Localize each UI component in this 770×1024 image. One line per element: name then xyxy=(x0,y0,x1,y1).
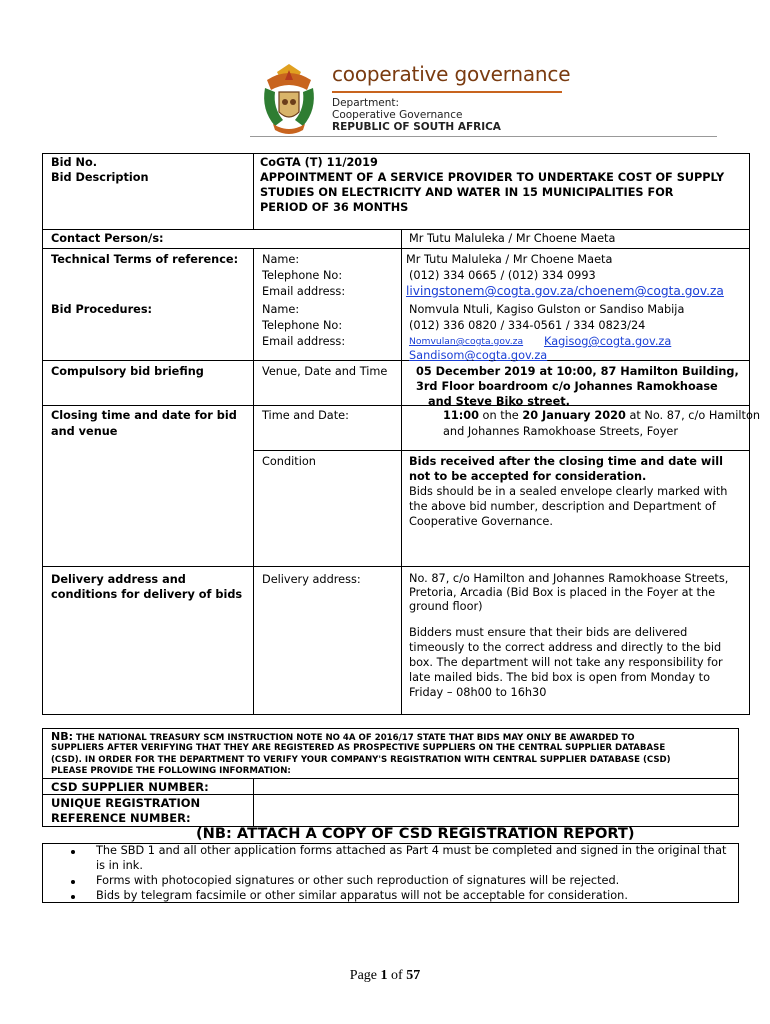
closing-venue-text: at No. 87, c/o Hamilton xyxy=(625,409,761,422)
closing-on-text: on the xyxy=(478,409,523,422)
condition-field-label: Condition xyxy=(262,455,316,468)
delivery-address-line-1: No. 87, c/o Hamilton and Johannes Ramokhoase Streets, xyxy=(409,572,729,585)
header-rule xyxy=(250,136,717,137)
condition-bold-line-2: not to be accepted for consideration. xyxy=(409,470,647,483)
page-prefix: Page xyxy=(349,968,381,983)
bid-description-line-2: STUDIES ON ELECTRICITY AND WATER IN 15 MUNICIPALITIES FOR xyxy=(260,186,674,199)
nb-notice-line-2: SUPPLIERS AFTER VERIFYING THAT THEY ARE REGISTERED AS PROSPECTIVE SUPPLIERS ON THE CENTRAL SUPPLIER DATABASE xyxy=(51,743,666,753)
bullet-1-line-2: is in ink. xyxy=(96,859,143,872)
technical-email-link[interactable]: livingstonem@cogta.gov.za/choenem@cogta.gov.za xyxy=(406,284,724,298)
delivery-note-line-2: timeously to the correct address and directly to the bid xyxy=(409,641,722,654)
condition-line-2: the above bid number, description and Department of xyxy=(409,500,716,513)
closing-time: 11:00 xyxy=(443,409,479,422)
closing-detail-line-2: and Johannes Ramokhoase Streets, Foyer xyxy=(443,425,679,438)
procedures-email-link-3[interactable]: Sandisom@cogta.gov.za xyxy=(409,349,548,362)
nb-notice-line-3: (CSD). IN ORDER FOR THE DEPARTMENT TO VERIFY YOUR COMPANY'S REGISTRATION WITH CENTRAL SUPPLIER DATABASE (CSD) xyxy=(51,755,671,765)
delivery-note-line-3: box. The department will not take any responsibility for xyxy=(409,656,723,669)
closing-date: 20 January 2020 xyxy=(522,409,626,422)
delivery-address-line-3: ground floor) xyxy=(409,600,483,613)
csd-supplier-label: CSD SUPPLIER NUMBER: xyxy=(51,780,209,794)
page-of: of xyxy=(387,968,407,983)
briefing-detail-line-2: 3rd Floor boardroom c/o Johannes Ramokhoase xyxy=(416,380,718,393)
delivery-note-line-1: Bidders must ensure that their bids are delivered xyxy=(409,626,688,639)
page-total: 57 xyxy=(406,968,421,983)
dept-line-1: Department: xyxy=(332,97,400,109)
csd-supplier-input[interactable] xyxy=(254,779,738,794)
condition-line-3: Cooperative Governance. xyxy=(409,515,553,528)
bullet-dot-2 xyxy=(71,880,75,884)
procedures-telephone-label: Telephone No: xyxy=(262,319,343,332)
bullet-dot-1 xyxy=(71,850,75,854)
contact-person-label: Contact Person/s: xyxy=(51,232,164,245)
technical-terms-label: Technical Terms of reference: xyxy=(51,253,239,266)
delivery-field-label: Delivery address: xyxy=(262,573,361,586)
technical-name-label: Name: xyxy=(262,253,300,266)
bid-procedures-label: Bid Procedures: xyxy=(51,303,153,316)
dept-line-2: Cooperative Governance xyxy=(332,109,463,121)
nb-line-1-text: THE NATIONAL TREASURY SCM INSTRUCTION NOTE NO 4A OF 2016/17 STATE THAT BIDS MAY ONLY BE AWARDED TO xyxy=(73,733,635,743)
contact-person-value: Mr Tutu Maluleka / Mr Choene Maeta xyxy=(409,232,616,245)
delivery-address-line-2: Pretoria, Arcadia (Bid Box is placed in the Foyer at the xyxy=(409,586,716,599)
page-current: 1 xyxy=(380,968,388,983)
logo-title: cooperative governance xyxy=(332,62,571,86)
bid-no-value: CoGTA (T) 11/2019 xyxy=(260,156,378,169)
procedures-email-label: Email address: xyxy=(262,335,346,348)
bullet-1-line-1: The SBD 1 and all other application forms attached as Part 4 must be completed and signed in the original that xyxy=(96,844,727,857)
delivery-note-line-5: Friday – 08h00 to 16h30 xyxy=(409,686,547,699)
procedures-email-link-1[interactable]: Nomvulan@cogta.gov.za xyxy=(409,336,524,347)
condition-line-1: Bids should be in a sealed envelope clearly marked with xyxy=(409,485,728,498)
briefing-detail-line-3: and Steve Biko street. xyxy=(428,395,570,408)
closing-detail-line-1 xyxy=(443,408,760,423)
condition-bold-line-1: Bids received after the closing time and date will xyxy=(409,455,723,468)
nb-notice-line-4: PLEASE PROVIDE THE FOLLOWING INFORMATION: xyxy=(51,766,291,776)
closing-label-line-1: Closing time and date for bid xyxy=(51,409,237,422)
technical-email-label: Email address: xyxy=(262,285,346,298)
unique-reference-label-2: REFERENCE NUMBER: xyxy=(51,811,191,825)
procedures-email-link-2[interactable]: Kagisog@cogta.gov.za xyxy=(544,335,672,348)
procedures-name-value: Nomvula Ntuli, Kagiso Gulston or Sandiso Mabija xyxy=(409,303,685,316)
delivery-note-line-4: late mailed bids. The bid box is open from Monday to xyxy=(409,671,710,684)
bid-description-line-3: PERIOD OF 36 MONTHS xyxy=(260,201,409,214)
bid-description-line-1: APPOINTMENT OF A SERVICE PROVIDER TO UNDERTAKE COST OF SUPPLY xyxy=(260,171,725,184)
briefing-detail-line-1: 05 December 2019 at 10:00, 87 Hamilton Building, xyxy=(416,365,739,378)
bullet-2: Forms with photocopied signatures or other such reproduction of signatures will be rejected. xyxy=(96,874,620,887)
unique-reference-label-1: UNIQUE REGISTRATION xyxy=(51,796,201,810)
briefing-label: Compulsory bid briefing xyxy=(51,365,204,378)
briefing-field-label: Venue, Date and Time xyxy=(262,365,388,378)
bullet-3: Bids by telegram facsimile or other similar apparatus will not be acceptable for consideration. xyxy=(96,889,628,902)
technical-telephone-value: (012) 334 0665 / (012) 334 0993 xyxy=(409,269,596,282)
closing-field-label: Time and Date: xyxy=(262,409,349,422)
technical-name-value: Mr Tutu Maluleka / Mr Choene Maeta xyxy=(406,253,613,266)
dept-line-3: REPUBLIC OF SOUTH AFRICA xyxy=(332,121,501,133)
technical-telephone-label: Telephone No: xyxy=(262,269,343,282)
coat-of-arms-logo xyxy=(255,60,323,138)
delivery-label-line-1: Delivery address and xyxy=(51,573,186,586)
delivery-label-line-2: conditions for delivery of bids xyxy=(51,588,243,601)
procedures-telephone-value: (012) 336 0820 / 334-0561 / 334 0823/24 xyxy=(409,319,646,332)
bullet-dot-3 xyxy=(71,895,75,899)
page-number xyxy=(0,968,770,984)
closing-label-line-2: and venue xyxy=(51,425,118,438)
procedures-name-label: Name: xyxy=(262,303,300,316)
nb-lead: NB: xyxy=(51,730,73,743)
logo-divider xyxy=(332,91,562,93)
unique-reference-input[interactable] xyxy=(254,795,738,826)
attach-csd-report-heading: (NB: ATTACH A COPY OF CSD REGISTRATION REPORT) xyxy=(196,825,635,842)
bid-description-label: Bid Description xyxy=(51,171,149,184)
bid-no-label: Bid No. xyxy=(51,156,98,169)
